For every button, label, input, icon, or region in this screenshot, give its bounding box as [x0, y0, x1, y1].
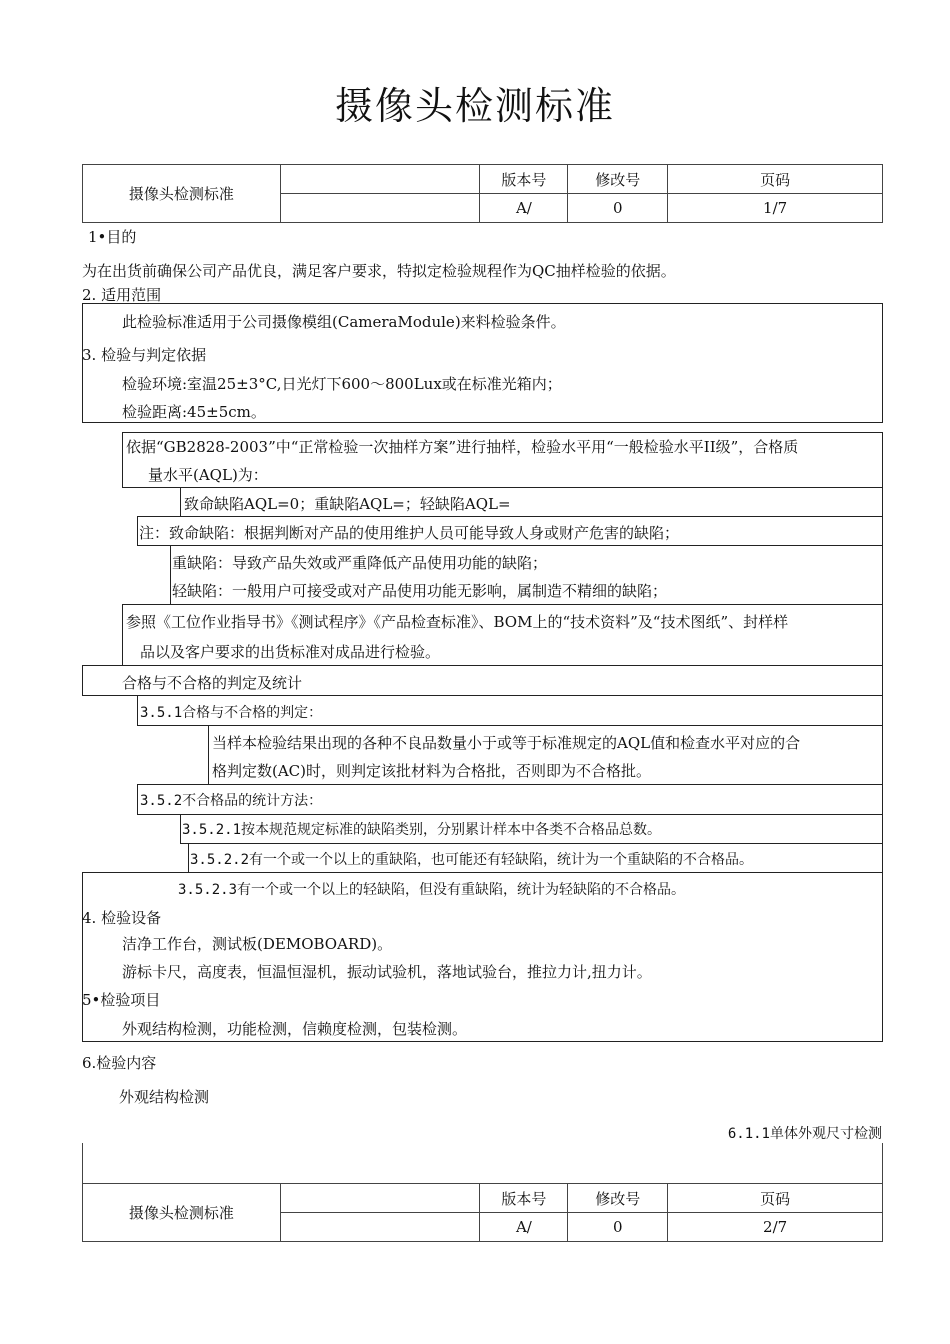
document-title: 摄像头检测标准 [334, 84, 615, 128]
sampling-basis-line-1: 依据“GB2828-2003”中“正常检验一次抽样方案”进行抽样，检验水平用“一般检验水平II级”，合格质 [126, 438, 799, 456]
header-revision-label: 修改号 [568, 1184, 668, 1213]
s3521-text: 3.5.2.1按本规范规定标准的缺陷类别，分别累计样本中各类不合格品总数。 [182, 822, 661, 838]
section-5-heading: 5•检验项目 [82, 991, 161, 1009]
s352-heading: 3.5.2不合格品的统计方法： [140, 793, 323, 809]
s3523-text: 3.5.2.3有一个或一个以上的轻缺陷，但没有重缺陷，统计为轻缺陷的不合格品。 [178, 882, 685, 898]
header-version-value: A/ [480, 1213, 568, 1242]
note-minor-defect: 轻缺陷：一般用户可接受或对产品使用功能无影响，属制造不精细的缺陷； [172, 582, 668, 600]
header-page-label: 页码 [668, 1184, 883, 1213]
s3522-text: 3.5.2.2有一个或一个以上的重缺陷，也可能还有轻缺陷，统计为一个重缺陷的不合格品。 [190, 852, 753, 868]
header-blank-cell [280, 165, 480, 194]
section-3-heading: 3. 检验与判定依据 [82, 346, 207, 364]
header-page-label: 页码 [668, 165, 883, 194]
s351-text-line-2: 格判定数(AC)时，则判定该批材料为合格批，否则即为不合格批。 [212, 762, 652, 780]
header-revision-value: 0 [568, 1213, 668, 1242]
note-major-defect: 重缺陷：导致产品失效或严重降低产品使用功能的缺陷； [172, 554, 548, 572]
inspection-items: 外观结构检测，功能检测，信赖度检测，包装检测。 [122, 1020, 468, 1038]
inspection-distance: 检验距离:45±5cm。 [122, 403, 266, 421]
equipment-line-1: 洁净工作台，测试板(DEMOBOARD)。 [122, 935, 393, 953]
equipment-line-2: 游标卡尺，高度表，恒温恒湿机，振动试验机，落地试验台，推拉力计,扭力计。 [122, 963, 652, 981]
section-1-heading: 1•目的 [88, 228, 137, 246]
header-page-value: 2/7 [668, 1213, 883, 1242]
header-revision-value: 0 [568, 194, 668, 223]
header-blank-cell [280, 1184, 480, 1213]
s351-text-line-1: 当样本检验结果出现的各种不良品数量小于或等于标准规定的AQL值和检查水平对应的合 [212, 734, 801, 752]
s351-heading: 3.5.1合格与不合格的判定： [140, 705, 323, 721]
header-blank-cell [280, 194, 480, 223]
reference-line-2: 品以及客户要求的出货标准对成品进行检验。 [140, 643, 441, 661]
header-version-value: A/ [480, 194, 568, 223]
section-6-subheading: 外观结构检测 [119, 1088, 210, 1106]
section-611-heading: 6.1.1单体外观尺寸检测 [727, 1126, 882, 1142]
inspection-environment: 检验环境:室温25±3°C,日光灯下600〜800Lux或在标准光箱内； [122, 375, 562, 393]
aql-values: 致命缺陷AQL=0；重缺陷AQL=；轻缺陷AQL= [184, 495, 511, 513]
divider [882, 1143, 883, 1183]
header-revision-label: 修改号 [568, 165, 668, 194]
section-4-heading: 4. 检验设备 [82, 909, 162, 927]
note-fatal-defect: 注：致命缺陷：根据判断对产品的使用维护人员可能导致人身或财产危害的缺陷； [139, 524, 680, 542]
section-2-text: 此检验标准适用于公司摄像模组(CameraModule)来料检验条件。 [122, 313, 566, 331]
section-6-heading: 6.检验内容 [82, 1054, 157, 1072]
header-version-label: 版本号 [480, 1184, 568, 1213]
header-version-label: 版本号 [480, 165, 568, 194]
header-page-value: 1/7 [668, 194, 883, 223]
header-table-1 [82, 164, 883, 223]
header-table-2 [82, 1183, 883, 1242]
header-doc-name: 摄像头检测标准 [83, 165, 281, 223]
reference-line-1: 参照《工位作业指导书》《测试程序》《产品检查标准》、BOM上的“技术资料”及“技术图纸”、封样样 [126, 613, 789, 631]
divider [82, 1143, 83, 1183]
header-doc-name: 摄像头检测标准 [83, 1184, 281, 1242]
sampling-basis-line-2: 量水平(AQL)为： [148, 466, 268, 484]
judgement-heading: 合格与不合格的判定及统计 [122, 674, 303, 692]
header-blank-cell [280, 1213, 480, 1242]
section-1-text: 为在出货前确保公司产品优良，满足客户要求，特拟定检验规程作为QC抽样检验的依据。 [82, 262, 676, 280]
section-2-heading: 2. 适用范围 [82, 286, 162, 304]
